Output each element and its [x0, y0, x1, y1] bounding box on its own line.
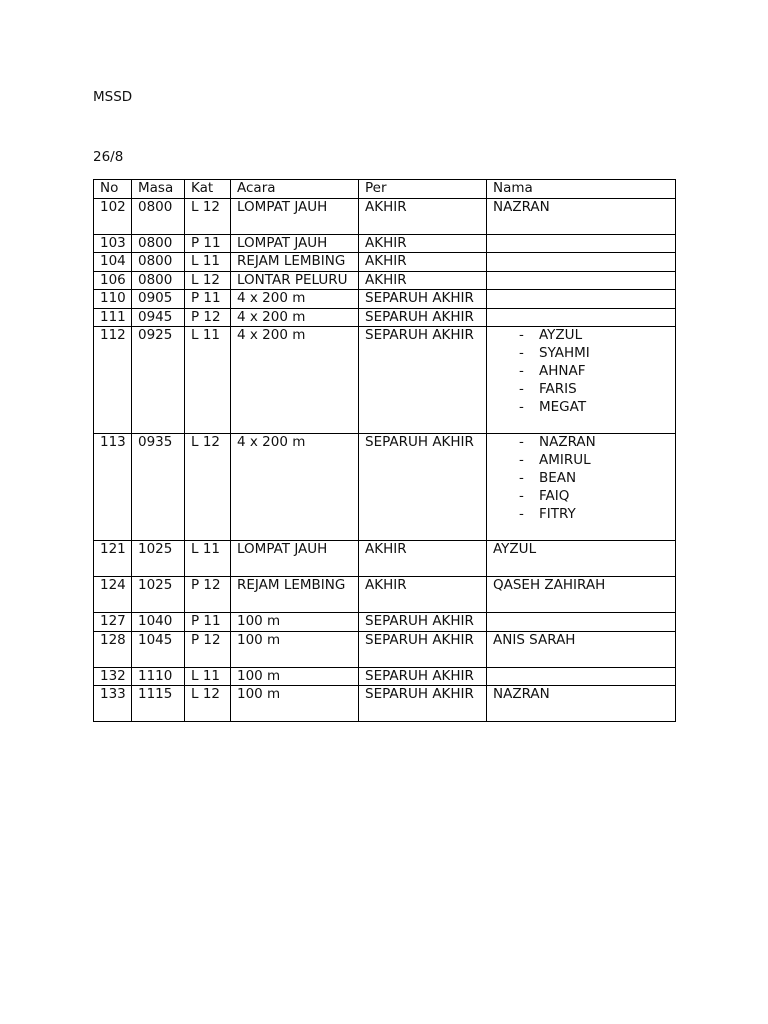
- table-row: [94, 577, 676, 613]
- list-item-text: BEAN: [539, 469, 577, 486]
- cell-masa: 0800: [132, 198, 185, 234]
- cell-kat: L 12: [185, 198, 231, 234]
- column-header-per: Per: [359, 180, 487, 199]
- cell-no: 104: [94, 253, 132, 272]
- table-row: [94, 290, 676, 309]
- list-item-text: FAIQ: [539, 487, 570, 504]
- column-header-nama: Nama: [487, 180, 676, 199]
- cell-kat: L 11: [185, 253, 231, 272]
- cell-kat: P 12: [185, 308, 231, 327]
- table-row: [94, 434, 676, 541]
- list-item: [515, 363, 675, 381]
- table-row: [94, 541, 676, 577]
- dash-bullet: -: [519, 487, 524, 504]
- cell-per: AKHIR: [359, 271, 487, 290]
- list-item-text: FITRY: [539, 505, 576, 522]
- cell-per: SEPARUH AKHIR: [359, 686, 487, 722]
- cell-nama: NAZRAN: [487, 198, 676, 234]
- cell-masa: 0800: [132, 253, 185, 272]
- dash-bullet: -: [519, 505, 524, 522]
- table-header-row: [94, 180, 676, 199]
- document-title: MSSD: [93, 89, 133, 105]
- cell-masa: 0800: [132, 234, 185, 253]
- cell-masa: 1025: [132, 541, 185, 577]
- event-schedule-table: [93, 179, 676, 722]
- cell-acara: LOMPAT JAUH: [231, 541, 359, 577]
- list-item: [515, 399, 675, 417]
- cell-acara: 100 m: [231, 631, 359, 667]
- list-item-text: SYAHMI: [539, 344, 590, 361]
- list-item: [515, 488, 675, 506]
- cell-nama: AYZUL: [487, 541, 676, 577]
- cell-acara: LONTAR PELURU: [231, 271, 359, 290]
- cell-nama: NAZRAN: [487, 686, 676, 722]
- cell-kat: P 11: [185, 613, 231, 632]
- cell-kat: L 11: [185, 667, 231, 686]
- cell-acara: LOMPAT JAUH: [231, 234, 359, 253]
- cell-no: 106: [94, 271, 132, 290]
- dash-bullet: -: [519, 344, 524, 361]
- cell-no: 132: [94, 667, 132, 686]
- cell-acara: 4 x 200 m: [231, 308, 359, 327]
- table-row: [94, 631, 676, 667]
- list-item-text: NAZRAN: [539, 434, 596, 450]
- cell-per: SEPARUH AKHIR: [359, 667, 487, 686]
- table-row: [94, 308, 676, 327]
- table-row: [94, 198, 676, 234]
- cell-no: 111: [94, 308, 132, 327]
- cell-nama: [487, 667, 676, 686]
- cell-masa: 0905: [132, 290, 185, 309]
- dash-bullet: -: [519, 451, 524, 468]
- list-item: [515, 434, 675, 452]
- dash-bullet: -: [519, 398, 524, 415]
- cell-no: 121: [94, 541, 132, 577]
- dash-bullet: -: [519, 362, 524, 379]
- cell-no: 127: [94, 613, 132, 632]
- cell-acara: 4 x 200 m: [231, 290, 359, 309]
- cell-acara: 100 m: [231, 686, 359, 722]
- cell-masa: 1045: [132, 631, 185, 667]
- cell-masa: 0800: [132, 271, 185, 290]
- cell-acara: 4 x 200 m: [231, 327, 359, 434]
- cell-nama: [487, 253, 676, 272]
- cell-per: SEPARUH AKHIR: [359, 290, 487, 309]
- list-item-text: AYZUL: [539, 327, 583, 343]
- list-item: [515, 327, 675, 345]
- cell-masa: 1025: [132, 577, 185, 613]
- list-item-text: AMIRUL: [539, 451, 591, 468]
- list-item: [515, 345, 675, 363]
- cell-kat: L 12: [185, 686, 231, 722]
- cell-per: SEPARUH AKHIR: [359, 613, 487, 632]
- cell-kat: P 11: [185, 290, 231, 309]
- table-row: [94, 667, 676, 686]
- dash-bullet: -: [519, 380, 524, 397]
- table-row: [94, 234, 676, 253]
- list-item: [515, 506, 675, 524]
- cell-acara: REJAM LEMBING: [231, 577, 359, 613]
- cell-no: 112: [94, 327, 132, 434]
- column-header-kat: Kat: [185, 180, 231, 199]
- cell-kat: P 12: [185, 577, 231, 613]
- dash-bullet: -: [519, 434, 524, 450]
- cell-nama: [487, 271, 676, 290]
- name-list: [493, 434, 675, 524]
- cell-no: 128: [94, 631, 132, 667]
- cell-acara: REJAM LEMBING: [231, 253, 359, 272]
- cell-no: 102: [94, 198, 132, 234]
- cell-no: 103: [94, 234, 132, 253]
- cell-masa: 1115: [132, 686, 185, 722]
- column-header-no: No: [94, 180, 132, 199]
- cell-nama: [487, 613, 676, 632]
- cell-acara: 100 m: [231, 613, 359, 632]
- cell-no: 133: [94, 686, 132, 722]
- cell-per: SEPARUH AKHIR: [359, 434, 487, 541]
- cell-acara: 100 m: [231, 667, 359, 686]
- cell-nama: [487, 308, 676, 327]
- cell-kat: L 12: [185, 434, 231, 541]
- table-row: [94, 327, 676, 434]
- cell-kat: P 11: [185, 234, 231, 253]
- table-row: [94, 253, 676, 272]
- dash-bullet: -: [519, 469, 524, 486]
- cell-per: AKHIR: [359, 234, 487, 253]
- column-header-masa: Masa: [132, 180, 185, 199]
- list-item-text: MEGAT: [539, 398, 587, 415]
- name-list: [493, 327, 675, 417]
- cell-masa: 0935: [132, 434, 185, 541]
- cell-kat: L 12: [185, 271, 231, 290]
- dash-bullet: -: [519, 327, 524, 343]
- list-item-text: AHNAF: [539, 362, 586, 379]
- cell-per: AKHIR: [359, 541, 487, 577]
- cell-nama: [487, 434, 676, 541]
- cell-kat: L 11: [185, 327, 231, 434]
- cell-per: SEPARUH AKHIR: [359, 631, 487, 667]
- list-item: [515, 452, 675, 470]
- cell-per: AKHIR: [359, 577, 487, 613]
- cell-masa: 1110: [132, 667, 185, 686]
- cell-per: SEPARUH AKHIR: [359, 327, 487, 434]
- cell-per: AKHIR: [359, 253, 487, 272]
- cell-acara: 4 x 200 m: [231, 434, 359, 541]
- cell-masa: 0925: [132, 327, 185, 434]
- cell-no: 110: [94, 290, 132, 309]
- cell-acara: LOMPAT JAUH: [231, 198, 359, 234]
- list-item: [515, 470, 675, 488]
- column-header-acara: Acara: [231, 180, 359, 199]
- table-row: [94, 271, 676, 290]
- cell-nama: [487, 234, 676, 253]
- document-date: 26/8: [93, 149, 124, 165]
- cell-no: 113: [94, 434, 132, 541]
- cell-nama: ANIS SARAH: [487, 631, 676, 667]
- table-row: [94, 686, 676, 722]
- cell-masa: 1040: [132, 613, 185, 632]
- cell-nama: [487, 290, 676, 309]
- cell-per: SEPARUH AKHIR: [359, 308, 487, 327]
- cell-masa: 0945: [132, 308, 185, 327]
- list-item-text: FARIS: [539, 380, 577, 397]
- cell-nama: QASEH ZAHIRAH: [487, 577, 676, 613]
- cell-kat: L 11: [185, 541, 231, 577]
- list-item: [515, 381, 675, 399]
- table-row: [94, 613, 676, 632]
- cell-nama: [487, 327, 676, 434]
- cell-kat: P 12: [185, 631, 231, 667]
- cell-per: AKHIR: [359, 198, 487, 234]
- cell-no: 124: [94, 577, 132, 613]
